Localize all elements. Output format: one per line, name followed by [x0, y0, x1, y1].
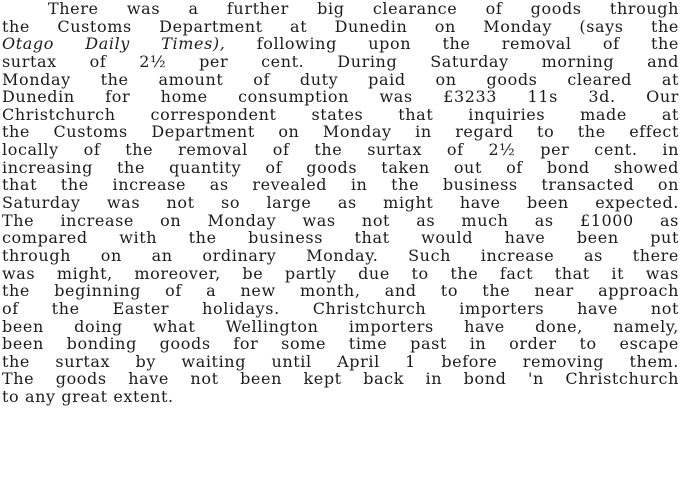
article-line: been bonding goods for some time past in order to escape	[2, 334, 679, 354]
article-line: There was a further big clearance of goods through	[48, 0, 679, 18]
article-line: the Customs Department on Monday in regard to the effect	[2, 122, 679, 142]
article-line: surtax of 2½ per cent. During Saturday morning and	[2, 51, 679, 71]
article-line: was might, moreover, be partly due to the fact that it was	[2, 263, 679, 283]
article-line: to any great extent.	[2, 387, 174, 407]
article-line: through on an ordinary Monday. Such increase as there	[2, 245, 679, 265]
article-line: compared with the business that would have been put	[2, 228, 679, 248]
article-line: of the Easter holidays. Christchurch importers have not	[2, 298, 679, 318]
article-line: increasing the quantity of goods taken out of bond showed	[2, 157, 679, 177]
article-line-post: following upon the removal of the	[225, 34, 679, 54]
article-line	[2, 35, 679, 53]
article-line: locally of the removal of the surtax of 2½ per cent. in	[2, 140, 679, 160]
article-line: the Customs Department at Dunedin on Monday (says the	[2, 16, 679, 36]
article-body	[2, 0, 681, 503]
article-line: the beginning of a new month, and to the near approach	[2, 281, 679, 301]
article-line: The increase on Monday was not as much as £1000 as	[2, 210, 679, 230]
article-line: The goods have not been kept back in bond 'n Christchurch	[2, 369, 679, 389]
article-line: Saturday was not so large as might have been expected.	[2, 193, 679, 213]
article-line: Christchurch correspondent states that inquiries made at	[2, 104, 679, 124]
article-line: been doing what Wellington importers have done, namely,	[2, 316, 679, 336]
newspaper-title: Otago Daily Times),	[2, 34, 226, 54]
article-line: Monday the amount of duty paid on goods cleared at	[2, 69, 679, 89]
article-line: Dunedin for home consumption was £3233 11s 3d. Our	[2, 87, 679, 107]
article-line: that the increase as revealed in the business transacted on	[2, 175, 679, 195]
article-line: the surtax by waiting until April 1 before removing them.	[2, 351, 679, 371]
